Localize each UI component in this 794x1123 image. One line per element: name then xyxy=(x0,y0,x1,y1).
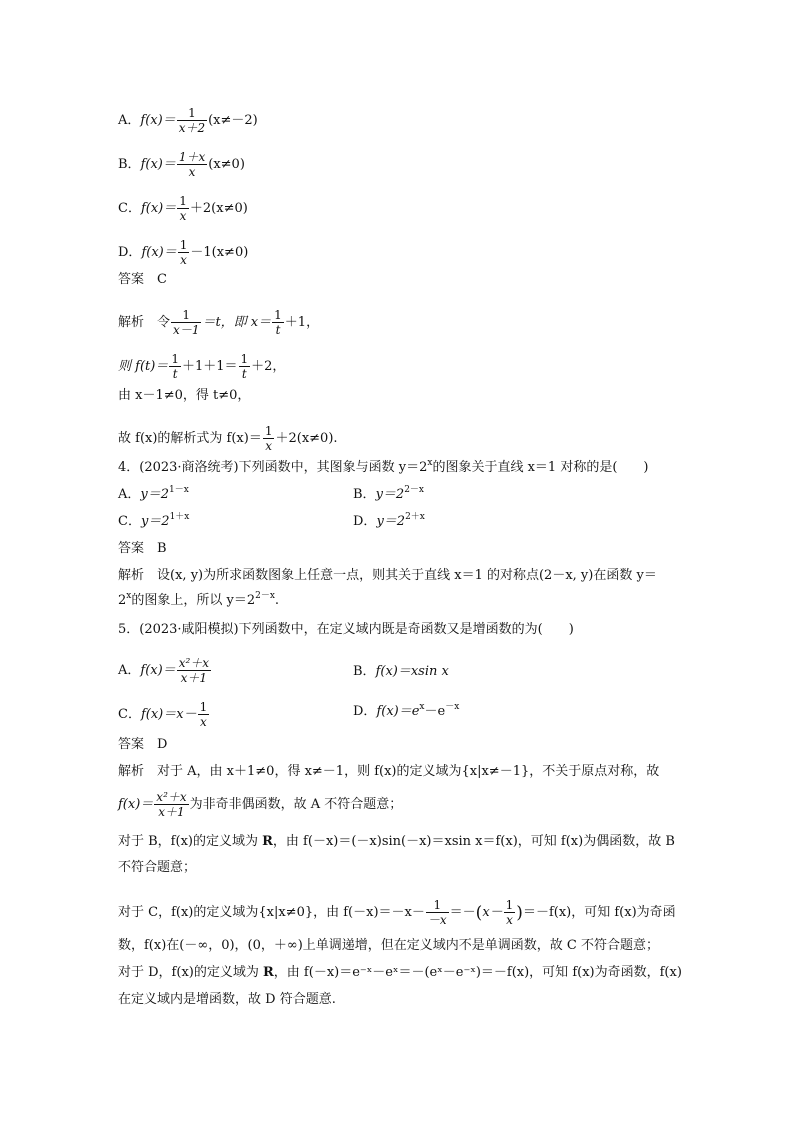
superscript: －x xyxy=(445,702,460,712)
text: 2 xyxy=(118,593,127,608)
q5-analysis-d-line-1 xyxy=(118,965,682,981)
q5-analysis-b-line-1 xyxy=(118,834,675,850)
q3-option-d xyxy=(118,238,248,267)
superscript: 1－x xyxy=(169,485,189,495)
q5-analysis-d-line-2 xyxy=(118,992,336,1008)
fraction xyxy=(426,898,449,927)
text: 则 f(t)＝ xyxy=(118,359,169,374)
denominator: x xyxy=(200,715,207,729)
numerator: 1 xyxy=(426,898,449,913)
fraction xyxy=(154,790,188,819)
option-func: f(x)＝ xyxy=(141,245,177,260)
text: y＝2 xyxy=(375,487,405,502)
bold-text: R xyxy=(262,834,273,849)
numerator: 1 xyxy=(505,898,514,912)
text: f(x)＝ xyxy=(118,797,154,812)
option-rest: ＋2(x≠0) xyxy=(189,201,248,216)
superscript: 1＋x xyxy=(169,512,190,522)
superscript: x xyxy=(419,702,425,712)
q5-options-row-1 xyxy=(118,656,678,685)
option-label: C． xyxy=(118,201,141,216)
q5-answer xyxy=(118,737,167,753)
superscript: 2－x xyxy=(404,485,424,495)
fraction xyxy=(177,106,207,135)
q5-option-d xyxy=(353,704,459,720)
q4-options-row-1 xyxy=(118,487,678,503)
analysis-label: 解析 xyxy=(118,764,145,779)
text: x－ xyxy=(482,905,503,920)
text: ，由 f(－x)＝e⁻ˣ－eˣ＝－(eˣ－e⁻ˣ)＝－f(x)，可知 f(x)为奇函数，f(x) xyxy=(273,965,682,980)
denominator: t xyxy=(241,367,247,381)
text: 对于 B，f(x)的定义域为 xyxy=(118,834,263,849)
q3-option-a xyxy=(118,106,258,135)
q3-analysis-line-4 xyxy=(118,424,338,453)
text: 令 xyxy=(157,315,171,330)
q3-answer xyxy=(118,272,167,288)
q5-analysis-c-line-1 xyxy=(118,898,676,927)
text: 5．(2023·咸阳模拟)下列函数中，在定义域内既是奇函数又是增函数的为( ) xyxy=(118,622,574,637)
denominator: x xyxy=(188,165,196,179)
paren: ) xyxy=(516,903,523,923)
option-func: f(x)＝ xyxy=(140,157,176,172)
denominator: x＋1 xyxy=(180,671,208,685)
fraction xyxy=(177,194,189,223)
q4-option-c xyxy=(118,514,189,529)
option-label: D． xyxy=(353,514,377,529)
answer-value: B xyxy=(157,541,167,556)
answer-value: D xyxy=(157,737,168,752)
text: f(x)＝ xyxy=(140,663,176,678)
text: 为非奇非偶函数，故 A 不符合题意； xyxy=(189,797,403,812)
numerator: 1 xyxy=(274,308,282,322)
text: 故 f(x)的解析式为 f(x)＝ xyxy=(118,431,262,446)
option-label: C． xyxy=(118,514,141,529)
condition: (x≠－2) xyxy=(208,113,258,128)
answer-label: 答案 xyxy=(118,272,145,287)
text: f(x)＝xsin x xyxy=(375,664,449,679)
q5-analysis-a-line-1 xyxy=(118,764,659,780)
option-label: D． xyxy=(353,704,377,719)
text: 设(x, y)为所求函数图象上任意一点，则其关于直线 x＝1 的对称点(2－x, y)在函数 y＝ xyxy=(157,568,657,583)
text: 对于 C，f(x)的定义域为{x|x≠0}，由 f(－x)＝－x－ xyxy=(118,905,425,920)
numerator: 1 xyxy=(177,106,207,121)
q3-option-b xyxy=(118,150,245,179)
numerator: 1 xyxy=(171,308,201,323)
text: ，由 f(－x)＝(－x)sin(－x)＝xsin x＝f(x)，可知 f(x)为偶函数，故 B xyxy=(272,834,675,849)
superscript: x xyxy=(427,458,433,468)
q5-option-a xyxy=(118,656,212,685)
option-label: A． xyxy=(118,663,141,678)
fraction xyxy=(178,238,190,267)
text: f(x)＝e xyxy=(376,704,420,719)
analysis-label: 解析 xyxy=(118,568,145,583)
fraction xyxy=(171,308,201,337)
denominator: x xyxy=(180,253,187,267)
text: y＝2 xyxy=(140,514,170,529)
denominator: x xyxy=(265,439,273,453)
text: 由 x－1≠0，得 t≠0， xyxy=(118,388,251,403)
denominator: t xyxy=(172,367,178,381)
q5-analysis-a-line-2 xyxy=(118,790,402,819)
option-label: A． xyxy=(118,487,141,502)
q3-analysis-line-3 xyxy=(118,388,250,404)
numerator: x²＋x xyxy=(178,656,210,670)
text: 4．(2023·商洛统考)下列函数中，其图象与函数 y＝2 xyxy=(118,460,428,475)
q3-option-c xyxy=(118,194,248,223)
option-label: B． xyxy=(353,487,376,502)
answer-label: 答案 xyxy=(118,737,145,752)
text: 对于 A，由 x＋1≠0，得 x≠－1，则 f(x)的定义域为{x|x≠－1}，不关于原点对称，故 xyxy=(157,764,660,779)
denominator: x－1 xyxy=(173,323,200,337)
fraction xyxy=(239,352,251,381)
superscript: 2＋x xyxy=(405,512,425,522)
text: . xyxy=(274,593,280,608)
text: 的图象上，所以 y＝2 xyxy=(131,593,256,608)
text: ＋1＋1＝ xyxy=(181,359,238,374)
option-label: B． xyxy=(118,157,141,172)
answer-value: C xyxy=(157,272,167,287)
q4-option-b xyxy=(353,487,424,503)
q5-analysis-c-line-2 xyxy=(118,938,659,954)
text: 数，f(x)在(－∞，0)，(0，＋∞)上单调递增，但在定义域内不是单调函数，故 C 不符合题意； xyxy=(118,938,659,953)
numerator: 1 xyxy=(240,352,249,366)
denominator: t xyxy=(275,323,281,337)
fraction xyxy=(177,150,207,179)
option-label: C． xyxy=(118,707,141,722)
denominator: x＋2 xyxy=(178,121,206,135)
fraction xyxy=(263,424,275,453)
option-label: D． xyxy=(118,245,142,260)
numerator: 1 xyxy=(199,700,208,714)
numerator: 1＋x xyxy=(178,150,206,164)
q4-option-a xyxy=(118,487,189,502)
q5-stem xyxy=(118,622,574,638)
denominator: －x xyxy=(427,913,447,927)
superscript: x xyxy=(126,591,132,601)
q4-answer xyxy=(118,541,167,557)
fraction xyxy=(169,352,181,381)
numerator: 1 xyxy=(179,194,187,208)
text: f(x)＝x－ xyxy=(140,707,197,722)
analysis-label: 解析 xyxy=(118,315,145,330)
option-rest: －1(x≠0) xyxy=(190,245,249,260)
text: ＋2(x≠0). xyxy=(275,431,338,446)
text: 不符合题意； xyxy=(118,860,197,875)
paren: ( xyxy=(475,903,483,923)
numerator: x²＋x xyxy=(156,790,187,804)
text: ＝t，即 x＝ xyxy=(202,315,272,330)
option-label: A． xyxy=(118,113,141,128)
text: ＋1， xyxy=(284,315,320,330)
fraction xyxy=(272,308,284,337)
q4-option-d xyxy=(353,514,425,530)
q4-analysis-line-2 xyxy=(118,593,279,609)
denominator: x＋1 xyxy=(158,805,185,819)
text: 的图象关于直线 x＝1 对称的是( ) xyxy=(432,460,649,475)
q3-analysis-line-1 xyxy=(118,308,319,337)
q4-options-row-2 xyxy=(118,514,678,530)
q4-analysis-line-1 xyxy=(118,568,657,584)
q5-options-row-2 xyxy=(118,700,678,729)
numerator: 1 xyxy=(179,238,188,252)
superscript: 2－x xyxy=(255,591,275,601)
q4-stem xyxy=(118,460,648,476)
text: 对于 D，f(x)的定义域为 xyxy=(118,965,263,980)
denominator: x xyxy=(506,913,513,927)
text: －e xyxy=(424,704,446,719)
fraction xyxy=(198,700,210,729)
q5-option-b xyxy=(353,664,449,680)
text: ＋2， xyxy=(251,359,286,374)
option-label: B． xyxy=(353,664,376,679)
bold-text: R xyxy=(262,965,274,980)
q3-analysis-line-2 xyxy=(118,352,285,381)
fraction xyxy=(504,898,516,927)
numerator: 1 xyxy=(264,424,273,438)
fraction xyxy=(177,656,211,685)
option-func: f(x)＝ xyxy=(140,201,177,216)
q5-analysis-b-line-2 xyxy=(118,860,196,876)
numerator: 1 xyxy=(171,352,179,366)
text: y＝2 xyxy=(376,514,406,529)
q5-option-c xyxy=(118,700,210,729)
condition: (x≠0) xyxy=(208,157,245,172)
text: ＝－ xyxy=(449,905,476,920)
option-func: f(x)＝ xyxy=(140,113,176,128)
text: 在定义域内是增函数，故 D 符合题意. xyxy=(118,992,336,1007)
text: y＝2 xyxy=(140,487,170,502)
denominator: x xyxy=(179,209,187,223)
text: ＝－f(x)，可知 f(x)为奇函 xyxy=(522,905,676,920)
answer-label: 答案 xyxy=(118,541,145,556)
